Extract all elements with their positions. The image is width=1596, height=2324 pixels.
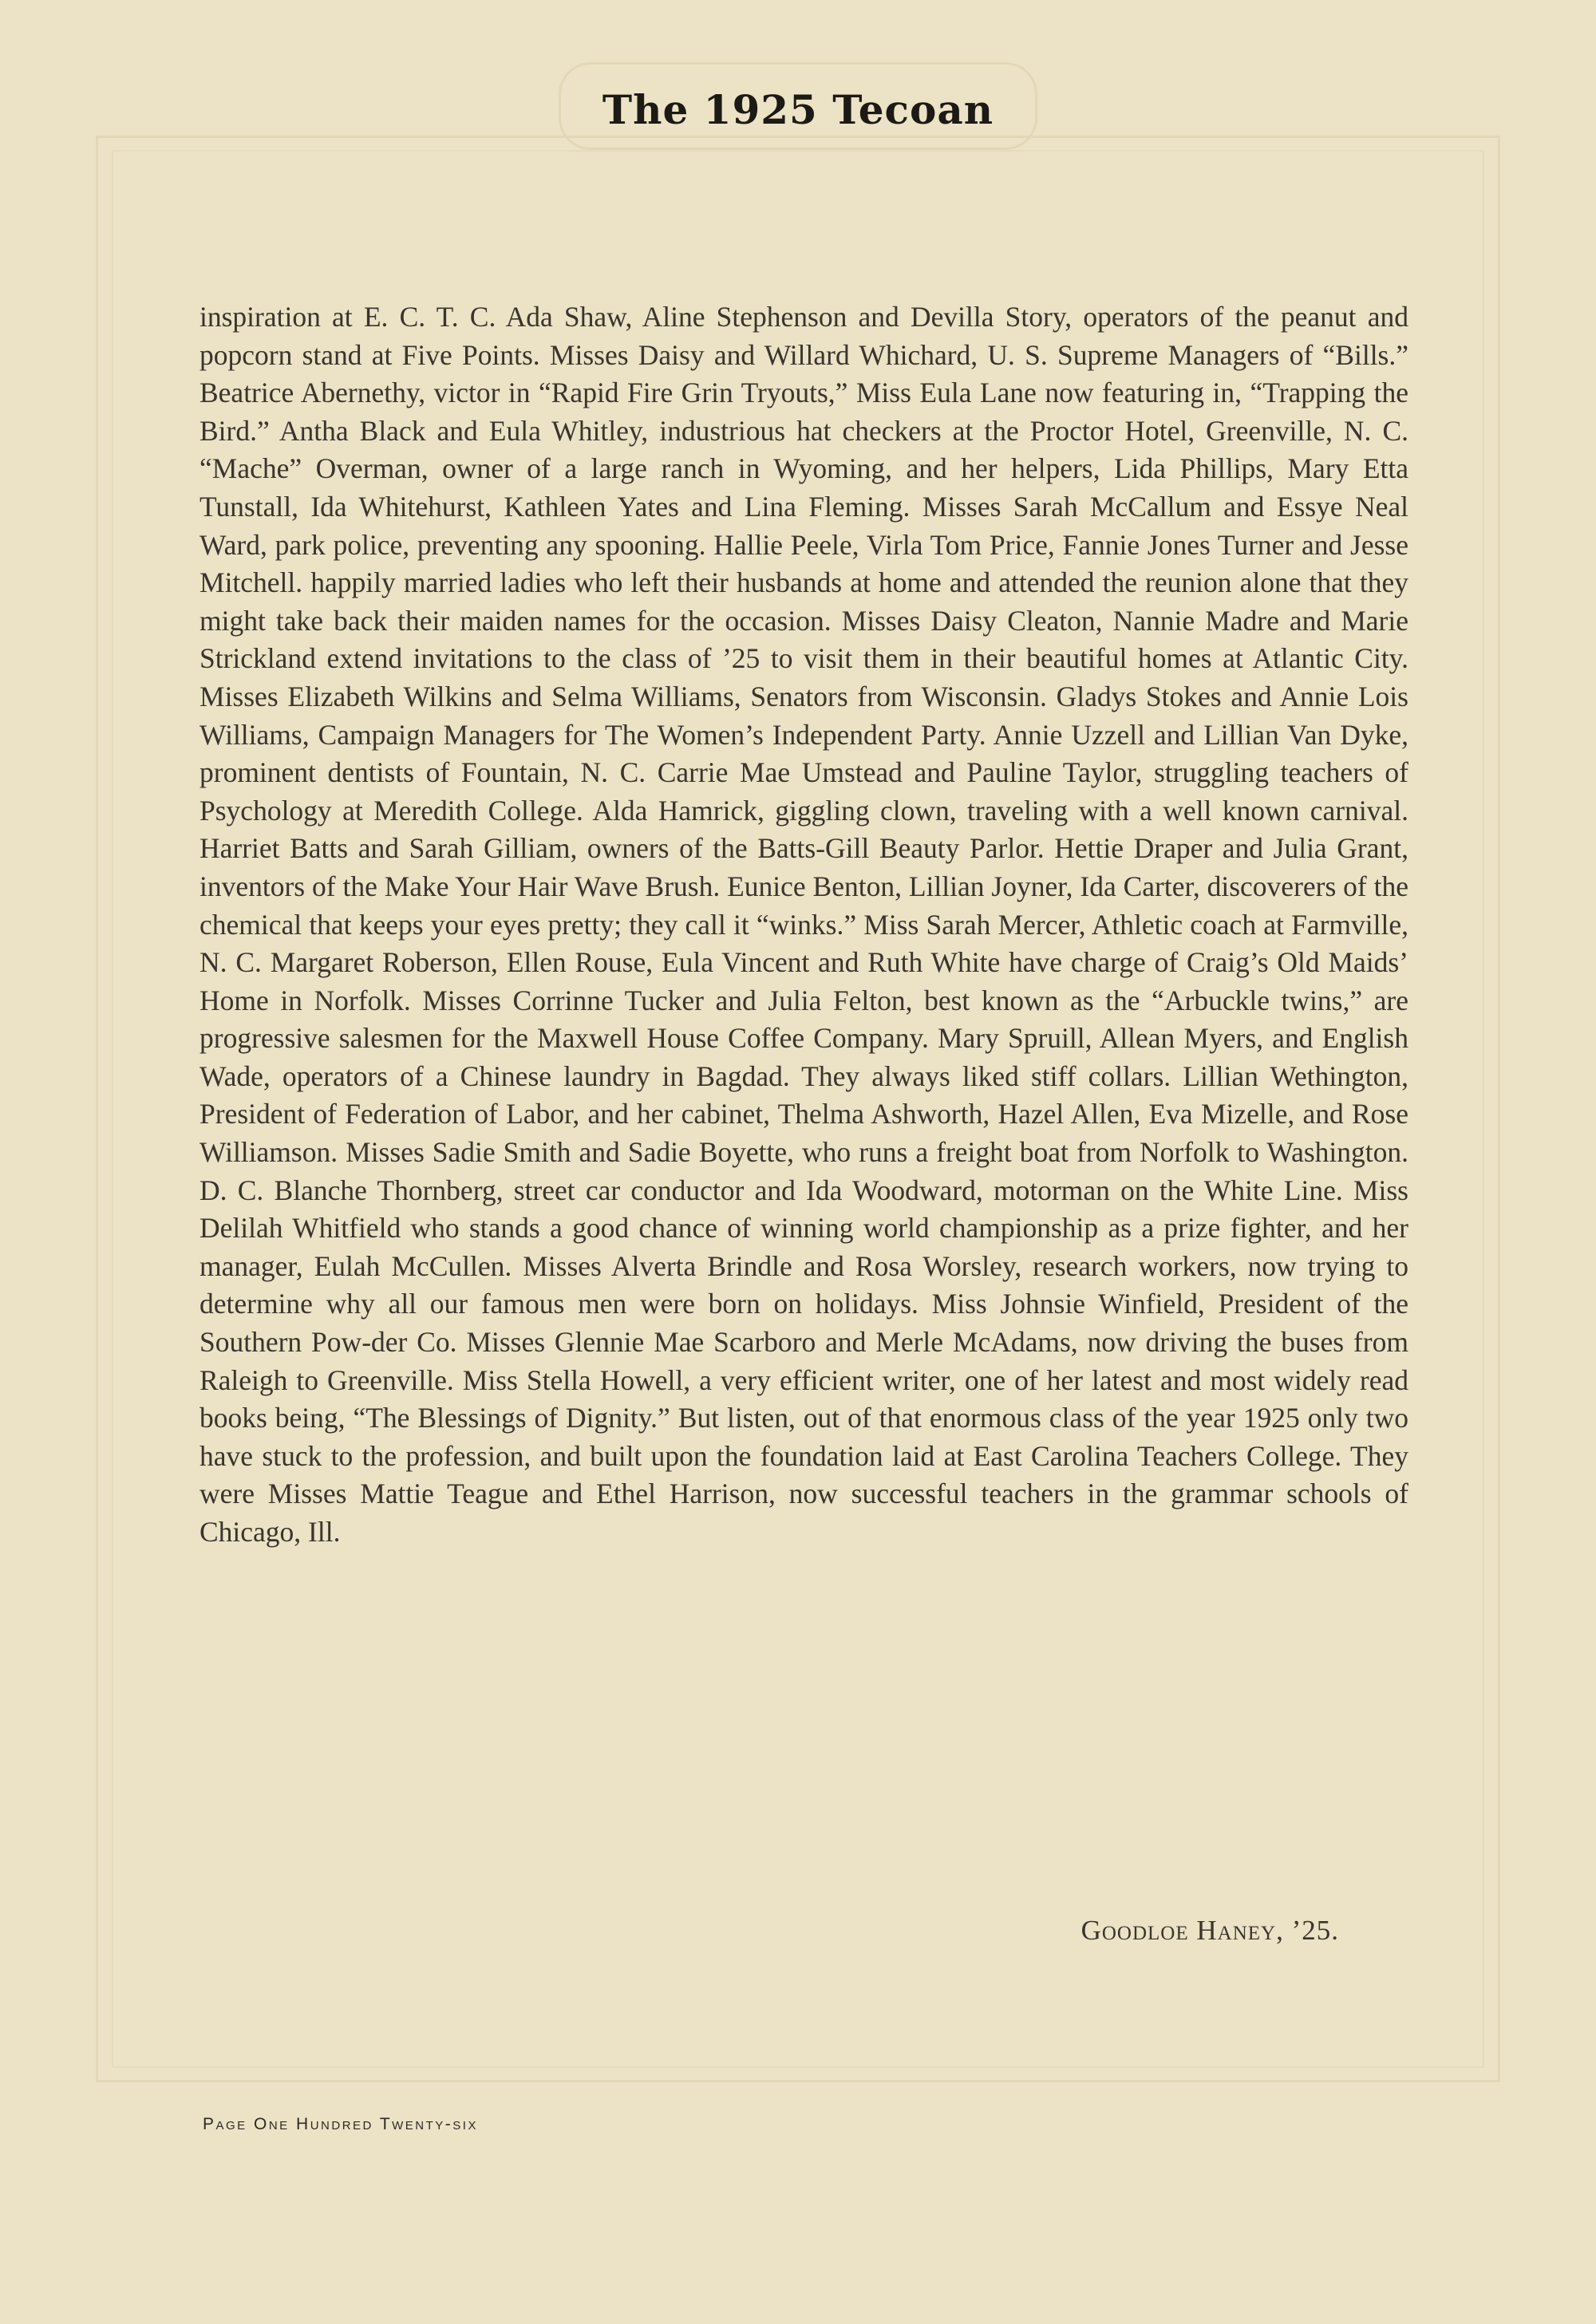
author-signature: Goodloe Haney, ’25. (1080, 1915, 1339, 1946)
page-number-footer: Page One Hundred Twenty-six (203, 2115, 478, 2133)
running-header-title: The 1925 Tecoan (602, 86, 994, 133)
article-body: inspiration at E. C. T. C. Ada Shaw, Aline Stephenson and Devilla Story, operators of the peanut and popcorn stand at Five Points. Misses Daisy and Willard Whichard, U. S. Supreme Managers of “Bills.” Beatrice Abernethy, victor in “Rapid Fire Grin Tryouts,” Miss Eula Lane now featuring in, “Trapping the Bird.” Antha Black and Eula Whitley, industrious hat checkers at the Proctor Hotel, Greenville, N. C. “Mache” Overman, owner of a large ranch in Wyoming, and her helpers, Lida Phillips, Mary Etta Tunstall, Ida Whitehurst, Kathleen Yates and Lina Fleming. Misses Sarah McCallum and Essye Neal Ward, park police, preventing any spooning. Hallie Peele, Virla Tom Price, Fannie Jones Turner and Jesse Mitchell. happily married ladies who left their husbands at home and attended the reunion alone that they might take back their maiden names for the occasion. Misses Daisy Cleaton, Nannie Madre and Marie Strickland extend invitations to the class of ’25 to visit them in their beautiful homes at Atlantic City. Misses Elizabeth Wilkins and Selma Williams, Senators from Wisconsin. Gladys Stokes and Annie Lois Williams, Campaign Managers for The Women’s Independent Party. Annie Uzzell and Lillian Van Dyke, prominent dentists of Fountain, N. C. Carrie Mae Umstead and Pauline Taylor, struggling teachers of Psychology at Meredith College. Alda Hamrick, giggling clown, traveling with a well known carnival. Harriet Batts and Sarah Gilliam, owners of the Batts-Gill Beauty Parlor. Hettie Draper and Julia Grant, inventors of the Make Your Hair Wave Brush. Eunice Benton, Lillian Joyner, Ida Carter, discoverers of the chemical that keeps your eyes pretty; they call it “winks.” Miss Sarah Mercer, Athletic coach at Farmville, N. C. Margaret Roberson, Ellen Rouse, Eula Vincent and Ruth White have charge of Craig’s Old Maids’ Home in Norfolk. Misses Corrinne Tucker and Julia Felton, best known as the “Arbuckle twins,” are progressive salesmen for the Maxwell House Coffee Company. Mary Spruill, Allean Myers, and English Wade, operators of a Chinese laundry in Bagdad. They always liked stiff collars. Lillian Wethington, President of Federation of Labor, and her cabinet, Thelma Ashworth, Hazel Allen, Eva Mizelle, and Rose Williamson. Misses Sadie Smith and Sadie Boyette, who runs a freight boat from Norfolk to Washington. D. C. Blanche Thornberg, street car conductor and Ida Woodward, motorman on the White Line. Miss Delilah Whitfield who stands a good chance of winning world championship as a prize fighter, and her manager, Eulah McCullen. Misses Alverta Brindle and Rosa Worsley, research workers, now trying to determine why all our famous men were born on holidays. Miss Johnsie Winfield, President of the Southern Pow-der Co. Misses Glennie Mae Scarboro and Merle McAdams, now driving the buses from Raleigh to Greenville. Miss Stella Howell, a very efficient writer, one of her latest and most widely read books being, “The Blessings of Dignity.” But listen, out of that enormous class of the year 1925 only two have stuck to the profession, and built upon the foundation laid at East Carolina Teachers College. They were Misses Mattie Teague and Ethel Harrison, now successful teachers in the grammar schools of Chicago, Ill. (200, 301, 1408, 1548)
